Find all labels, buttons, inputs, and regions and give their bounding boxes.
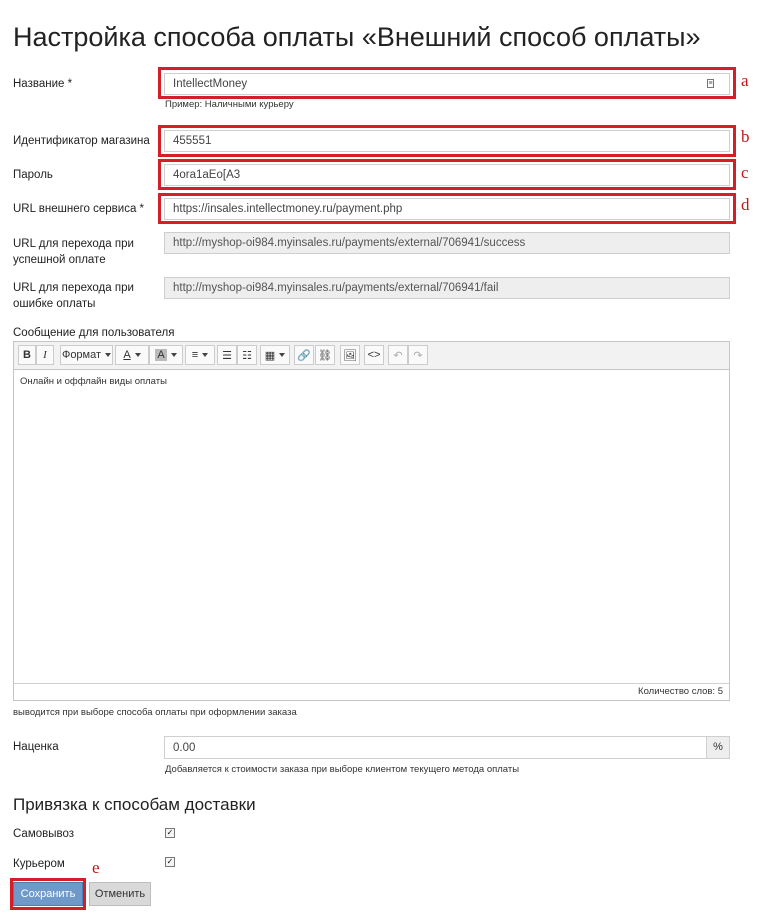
markup-unit: % [706,736,730,759]
fail-url-input[interactable] [164,277,730,299]
chevron-down-icon [202,353,208,357]
marker-d: d [741,195,750,214]
italic-button[interactable]: I [36,345,54,365]
text-color-button[interactable] [115,345,149,365]
highlight-box-e [10,878,86,910]
word-count: Количество слов: 5 [638,686,723,697]
image-button[interactable] [340,345,360,365]
name-label: Название * [13,78,73,90]
pickup-checkbox[interactable]: ✓ [166,828,174,837]
link-button[interactable] [294,345,314,365]
image-icon: 🖼 [343,349,357,362]
unlink-icon: ⛓ [318,349,332,362]
save-button[interactable]: Сохранить [13,882,83,906]
numbered-list-icon: ☷ [242,349,252,362]
editor-toolbar [14,342,729,370]
unlink-button[interactable] [315,345,335,365]
delivery-label-pickup: Самовывоз [13,828,75,840]
align-button[interactable] [185,345,215,365]
fail-url-label-line1: URL для перехода при [13,282,134,294]
success-url-input[interactable] [164,232,730,254]
redo-icon: ↷ [413,349,423,362]
shop-id-label: Идентификатор магазина [13,135,150,147]
courier-checkbox[interactable]: ✓ [166,857,174,866]
align-left-icon: ≡ [191,349,199,361]
source-code-button[interactable] [364,345,384,365]
markup-hint: Добавляется к стоимости заказа при выборе клиентом текущего метода оплаты [165,764,520,775]
marker-a: a [741,71,749,90]
markup-label: Наценка [13,741,59,753]
background-color-button[interactable] [149,345,183,365]
success-url-label-line2: успешной оплате [13,254,106,266]
undo-icon: ↶ [393,349,403,362]
background-color-icon: A [157,349,165,361]
password-label: Пароль [13,169,53,181]
cancel-button[interactable]: Отменить [89,882,151,906]
bullet-list-icon: ☰ [222,349,232,362]
code-icon: <> [367,349,381,361]
link-icon: 🔗 [297,349,311,362]
success-url-label [13,236,134,268]
bullet-list-button[interactable] [217,345,237,365]
external-url-label: URL внешнего сервиса * [13,203,145,215]
undo-button[interactable] [388,345,408,365]
fail-url-label [13,280,134,312]
page-title: Настройка способа оплаты «Внешний способ оплаты» [13,22,701,52]
fail-url-label-line2: ошибке оплаты [13,298,96,310]
text-color-icon: A [123,349,131,361]
delivery-label-courier: Курьером [13,858,65,870]
highlight-box-c [158,159,736,190]
highlight-box-d [158,193,736,224]
format-dropdown-label: Формат [61,349,102,361]
delivery-heading: Привязка к способам доставки [13,795,256,814]
chevron-down-icon [279,353,285,357]
highlight-box-a [158,67,736,99]
editor-content[interactable]: Онлайн и оффлайн виды оплаты [20,376,167,387]
format-dropdown[interactable] [60,345,113,365]
marker-e: e [92,858,100,877]
chevron-down-icon [135,353,141,357]
message-hint: выводится при выборе способа оплаты при оформлении заказа [13,707,297,718]
success-url-label-line1: URL для перехода при [13,238,134,250]
chevron-down-icon [171,353,177,357]
marker-c: c [741,163,749,182]
marker-b: b [741,127,750,146]
numbered-list-button[interactable] [237,345,257,365]
markup-input[interactable] [164,736,707,759]
table-button[interactable] [260,345,290,365]
editor-statusbar [14,683,729,700]
field-options-icon[interactable]: ≡ [708,80,713,87]
table-icon: ▦ [264,349,276,362]
name-hint: Пример: Наличными курьеру [165,99,294,110]
message-label: Сообщение для пользователя [13,327,175,339]
rich-text-editor [13,341,730,701]
chevron-down-icon [105,353,111,357]
redo-button[interactable] [408,345,428,365]
bold-button[interactable]: B [18,345,36,365]
highlight-box-b [158,125,736,157]
